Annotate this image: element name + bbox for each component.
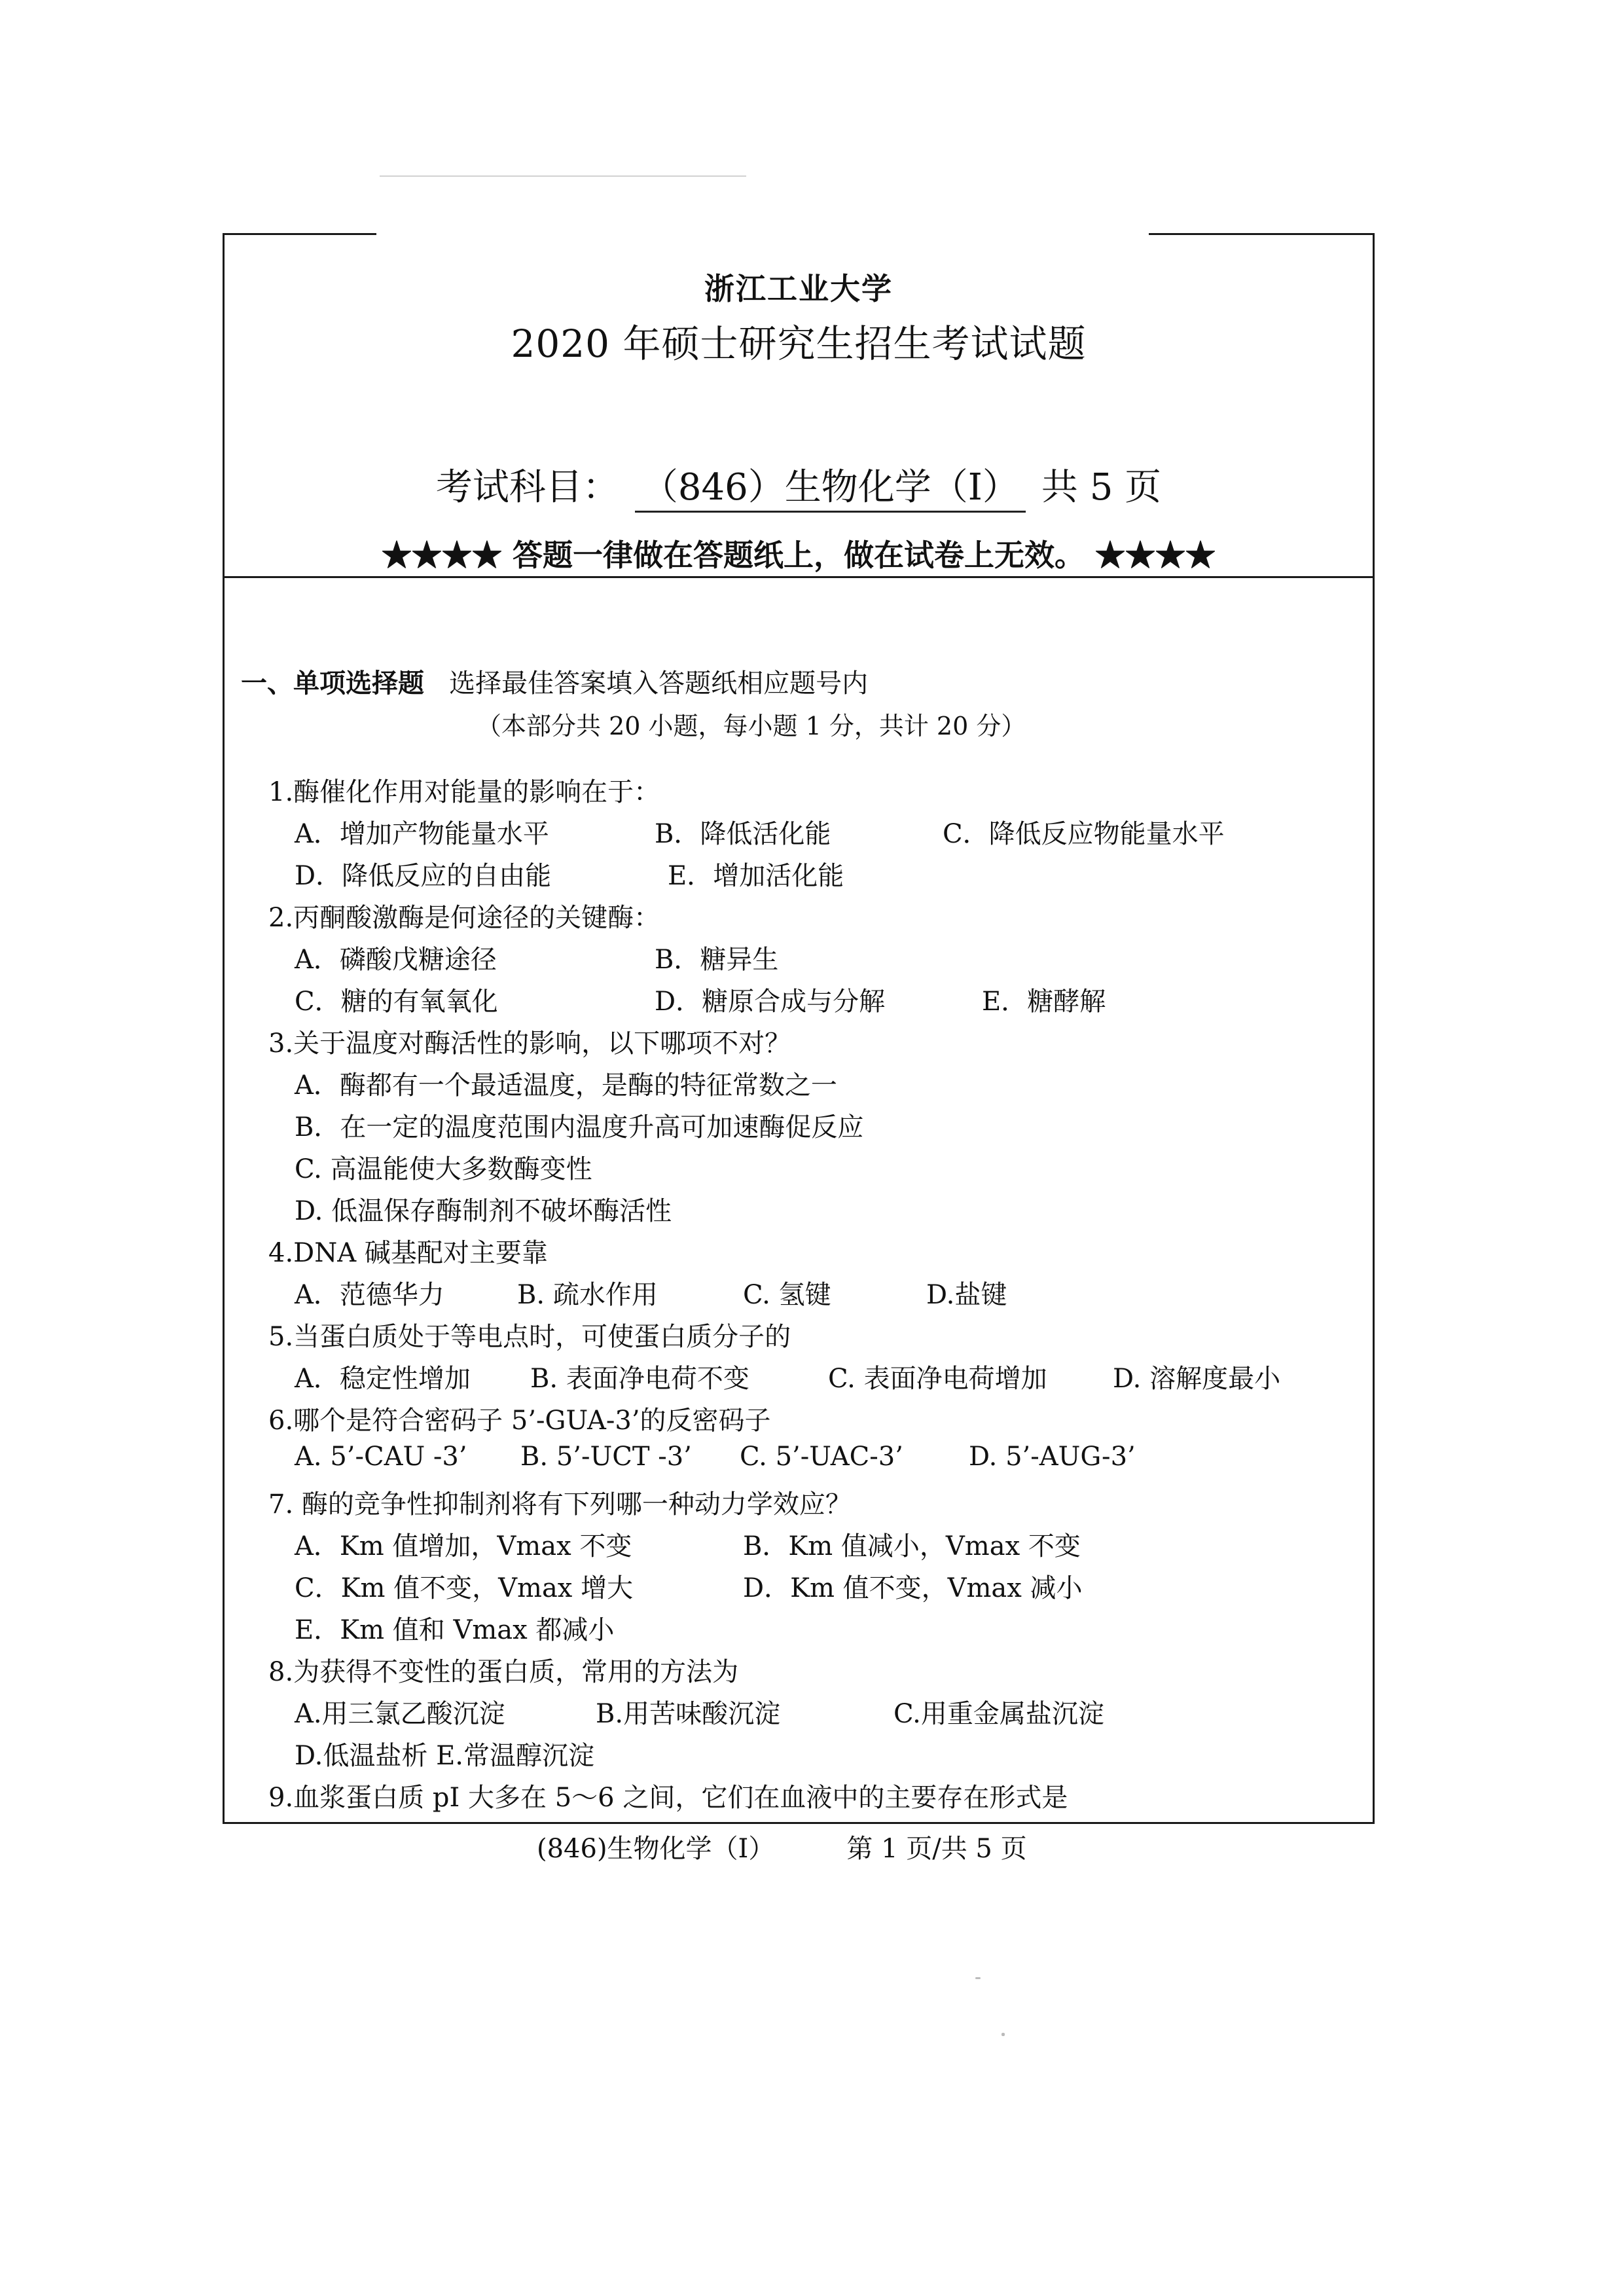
scan-speck bbox=[1001, 2033, 1005, 2036]
question-3-option-c: C. 高温能使大多数酶变性 bbox=[295, 1154, 592, 1184]
question-2-option-b: B．糖异生 bbox=[655, 945, 779, 975]
question-2-option-a: A．磷酸戊糖途径 bbox=[295, 945, 497, 975]
question-8-stem: 8.为获得不变性的蛋白质，常用的方法为 bbox=[268, 1657, 739, 1687]
question-1-option-c: C．降低反应物能量水平 bbox=[943, 819, 1225, 849]
question-1-option-e: E．增加活化能 bbox=[668, 861, 844, 891]
question-4-option-c: C. 氢键 bbox=[743, 1280, 831, 1310]
subject-row bbox=[223, 458, 1375, 513]
question-4-option-b: B. 疏水作用 bbox=[517, 1280, 658, 1310]
question-7-option-d: D．Km 值不变，Vmax 减小 bbox=[743, 1573, 1083, 1603]
question-2-option-c: C．糖的有氧氧化 bbox=[295, 987, 498, 1017]
question-8-option-c: C.用重金属盐沉淀 bbox=[893, 1699, 1104, 1729]
question-3-option-a: A．酶都有一个最适温度，是酶的特征常数之一 bbox=[295, 1070, 837, 1101]
question-6-stem: 6.哪个是符合密码子 5’-GUA-3’的反密码子 bbox=[268, 1406, 771, 1436]
subject-label: 考试科目： bbox=[435, 466, 619, 509]
question-8-option-b: B.用苦味酸沉淀 bbox=[596, 1699, 781, 1729]
question-5-option-b: B. 表面净电荷不变 bbox=[530, 1364, 749, 1394]
section-instruction: 选择最佳答案填入答题纸相应题号内 bbox=[449, 668, 869, 699]
footer-subject: (846)生物化学（I） bbox=[537, 1834, 775, 1864]
university-name: 浙江工业大学 bbox=[704, 271, 893, 306]
question-3-option-b: B．在一定的温度范围内温度升高可加速酶促反应 bbox=[295, 1112, 864, 1142]
question-5-option-a: A．稳定性增加 bbox=[295, 1364, 471, 1394]
question-6-option-c: C. 5’-UAC-3’ bbox=[740, 1442, 903, 1472]
question-6-option-d: D. 5’-AUG-3’ bbox=[969, 1442, 1136, 1472]
question-2-stem: 2.丙酮酸激酶是何途径的关键酶： bbox=[268, 903, 660, 933]
frame-top-gap bbox=[376, 227, 1149, 240]
question-8-option-d: D.低温盐析 E.常温醇沉淀 bbox=[295, 1741, 594, 1771]
footer-page-number: 第 1 页/共 5 页 bbox=[846, 1834, 1027, 1864]
exam-title: 2020 年硕士研究生招生考试试题 bbox=[511, 321, 1087, 366]
question-1-option-d: D．降低反应的自由能 bbox=[295, 861, 552, 891]
question-7-option-a: A．Km 值增加，Vmax 不变 bbox=[295, 1531, 632, 1561]
question-3-stem: 3.关于温度对酶活性的影响，以下哪项不对？ bbox=[268, 1029, 791, 1059]
question-2-option-d: D．糖原合成与分解 bbox=[655, 987, 886, 1017]
question-4-option-a: A．范德华力 bbox=[295, 1280, 444, 1310]
question-5-option-d: D. 溶解度最小 bbox=[1113, 1364, 1281, 1394]
header-divider bbox=[223, 576, 1375, 578]
question-5-stem: 5.当蛋白质处于等电点时，可使蛋白质分子的 bbox=[268, 1322, 791, 1352]
question-7-option-b: B．Km 值减小，Vmax 不变 bbox=[743, 1531, 1081, 1561]
question-6-option-b: B. 5’-UCT -3’ bbox=[520, 1442, 692, 1472]
question-1-stem: 1.酶催化作用对能量的影响在于： bbox=[268, 777, 660, 807]
section-title: 一、单项选择题 bbox=[241, 668, 424, 699]
question-1-option-a: A．增加产物能量水平 bbox=[295, 819, 549, 849]
section-heading bbox=[241, 663, 868, 700]
question-4-option-d: D.盐键 bbox=[926, 1280, 1007, 1310]
section-scoring: （本部分共 20 小题，每小题 1 分，共计 20 分） bbox=[477, 712, 1026, 740]
question-4-stem: 4.DNA 碱基配对主要靠 bbox=[268, 1238, 548, 1268]
subject-name: （846）生物化学（I） bbox=[635, 458, 1026, 513]
question-7-option-e: E．Km 值和 Vmax 都减小 bbox=[295, 1615, 615, 1645]
page-footer bbox=[537, 1828, 1027, 1865]
answer-notice: ★★★★ 答题一律做在答题纸上，做在试卷上无效。 ★★★★ bbox=[381, 538, 1216, 573]
question-2-option-e: E．糖酵解 bbox=[982, 987, 1106, 1017]
question-3-option-d: D. 低温保存酶制剂不破坏酶活性 bbox=[295, 1196, 672, 1226]
scan-artifact-line bbox=[380, 175, 746, 177]
scan-speck bbox=[975, 1977, 981, 1979]
question-7-stem: 7. 酶的竞争性抑制剂将有下列哪一种动力学效应？ bbox=[268, 1489, 852, 1520]
question-9-stem: 9.血浆蛋白质 pI 大多在 5～6 之间，它们在血液中的主要存在形式是 bbox=[268, 1783, 1068, 1813]
question-6-option-a: A. 5’-CAU -3’ bbox=[295, 1442, 467, 1472]
question-1-option-b: B．降低活化能 bbox=[655, 819, 831, 849]
question-5-option-c: C. 表面净电荷增加 bbox=[828, 1364, 1047, 1394]
question-8-option-a: A.用三氯乙酸沉淀 bbox=[295, 1699, 505, 1729]
page-count: 共 5 页 bbox=[1041, 466, 1162, 509]
question-7-option-c: C．Km 值不变，Vmax 增大 bbox=[295, 1573, 634, 1603]
